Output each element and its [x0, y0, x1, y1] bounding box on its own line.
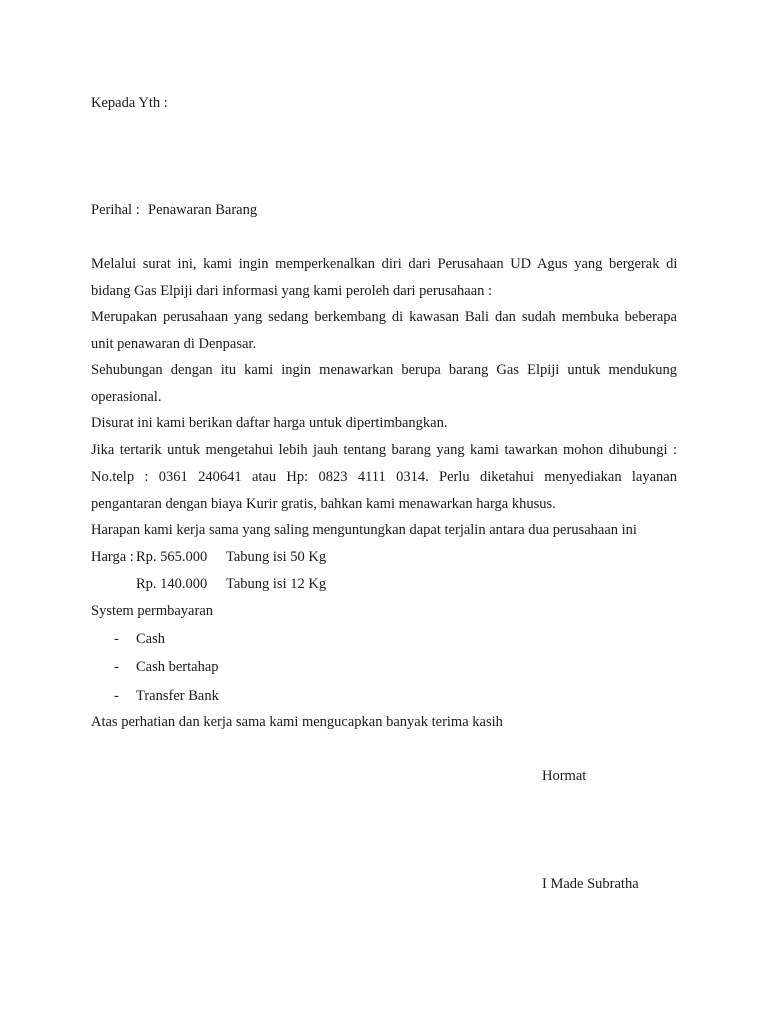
bullet-dash: -: [114, 631, 119, 647]
paragraph-line: unit penawaran di Denpasar.: [91, 336, 257, 352]
paragraph-line: Melalui surat ini, kami ingin memperkenalkan diri dari Perusahaan UD Agus yang bergerak di: [91, 256, 677, 272]
price-value: Rp. 565.000: [136, 549, 208, 565]
paragraph-line: Merupakan perusahaan yang sedang berkembang di kawasan Bali dan sudah membuka beberapa: [91, 309, 677, 325]
payment-item: Transfer Bank: [136, 688, 219, 704]
paragraph-line: operasional.: [91, 389, 162, 405]
price-value: Rp. 140.000: [136, 576, 208, 592]
subject-label: Perihal :: [91, 202, 140, 218]
bullet-dash: -: [114, 659, 119, 675]
signer-name: I Made Subratha: [542, 876, 639, 892]
closing-line: Atas perhatian dan kerja sama kami mengucapkan banyak terima kasih: [91, 714, 503, 730]
paragraph-line: Harapan kami kerja sama yang saling menguntungkan dapat terjalin antara dua perusahaan ini: [91, 522, 637, 538]
price-desc: Tabung isi 12 Kg: [226, 576, 327, 592]
paragraph-line: bidang Gas Elpiji dari informasi yang kami peroleh dari perusahaan :: [91, 283, 493, 299]
payment-item: Cash bertahap: [136, 659, 219, 675]
bullet-dash: -: [114, 688, 119, 704]
paragraph-line: Sehubungan dengan itu kami ingin menawarkan berupa barang Gas Elpiji untuk mendukung: [91, 362, 677, 378]
paragraph-line: Jika tertarik untuk mengetahui lebih jauh tentang barang yang kami tawarkan mohon dihubungi :: [91, 442, 677, 458]
price-desc: Tabung isi 50 Kg: [226, 549, 327, 565]
payment-title: System permbayaran: [91, 603, 214, 619]
paragraph-line: Disurat ini kami berikan daftar harga untuk dipertimbangkan.: [91, 415, 448, 431]
payment-item: Cash: [136, 631, 165, 647]
subject-value: Penawaran Barang: [148, 202, 258, 218]
signoff: Hormat: [542, 768, 587, 784]
paragraph-line: pengantaran dengan biaya Kurir gratis, bahkan kami menawarkan harga khusus.: [91, 496, 556, 512]
price-label: Harga :: [91, 549, 134, 565]
contact-line: No.telp : 0361 240641 atau Hp: 0823 4111 0314. Perlu diketahui menyediakan layanan: [91, 469, 677, 485]
greeting: Kepada Yth :: [91, 95, 168, 111]
